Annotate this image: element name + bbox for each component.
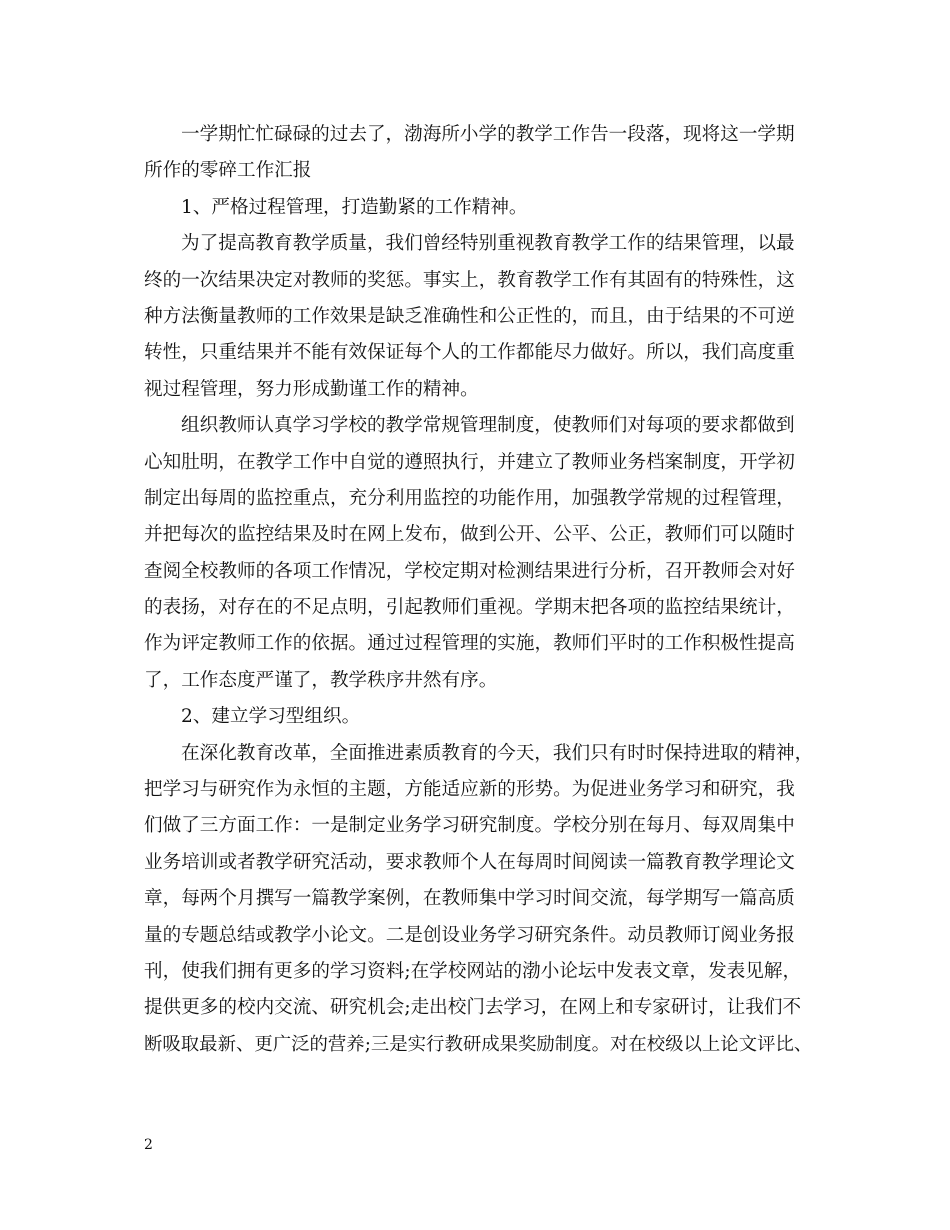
text-line: 的表扬，对存在的不足点明，引起教师们重视。学期末把各项的监控结果统计， [144,597,795,619]
text-line: 作为评定教师工作的依据。通过过程管理的实施，教师们平时的工作积极性提高 [144,633,795,655]
page-number: 2 [144,1137,153,1153]
text-line: 提供更多的校内交流、研究机会;走出校门去学习，在网上和专家研讨，让我们不 [144,997,802,1019]
text-line: 为了提高教育教学质量，我们曾经特别重视教育教学工作的结果管理，以最 [181,233,795,255]
text-line: 视过程管理，努力形成勤谨工作的精神。 [144,378,479,400]
text-line: 断吸取最新、更广泛的营养;三是实行教研成果奖励制度。对在校级以上论文评比、 [144,1033,813,1055]
text-line: 量的专题总结或教学小论文。二是创设业务学习研究条件。动员教师订阅业务报 [144,924,795,946]
text-line: 制定出每周的监控重点，充分利用监控的功能作用，加强教学常规的过程管理， [144,487,795,509]
text-line: 种方法衡量教师的工作效果是缺乏准确性和公正性的，而且，由于结果的不可逆 [144,305,795,327]
text-line: 转性，只重结果并不能有效保证每个人的工作都能尽力做好。所以，我们高度重 [144,342,795,364]
text-line: 一学期忙忙碌碌的过去了，渤海所小学的教学工作告一段落，现将这一学期 [181,124,795,145]
text-line: 所作的零碎工作汇报 [144,160,312,182]
text-line: 在深化教育改革，全面推进素质教育的今天，我们只有时时保持进取的精神， [181,742,814,764]
text-line: 把学习与研究作为永恒的主题，方能适应新的形势。为促进业务学习和研究，我 [144,779,795,801]
text-line: 组织教师认真学习学校的教学常规管理制度，使教师们对每项的要求都做到 [181,415,795,437]
text-line: 章，每两个月撰写一篇教学案例，在教师集中学习时间交流，每学期写一篇高质 [144,888,795,910]
text-line: 终的一次结果决定对教师的奖惩。事实上，教育教学工作有其固有的特殊性，这 [144,269,795,291]
text-line: 并把每次的监控结果及时在网上发布，做到公开、公平、公正，教师们可以随时 [144,524,795,546]
text-line: 了，工作态度严谨了，教学秩序井然有序。 [144,669,498,691]
text-line: 心知肚明，在教学工作中自觉的遵照执行，并建立了教师业务档案制度，开学初 [144,451,795,473]
text-line: 们做了三方面工作：一是制定业务学习研究制度。学校分别在每月、每双周集中 [144,815,795,837]
text-line: 1、严格过程管理，打造勤紧的工作精神。 [181,196,528,218]
text-line: 查阅全校教师的各项工作情况，学校定期对检测结果进行分析，召开教师会对好 [144,560,795,582]
text-line: 2、建立学习型组织。 [181,706,361,728]
text-line: 刊，使我们拥有更多的学习资料;在学校网站的渤小论坛中发表文章，发表见解， [144,960,802,982]
document-body [144,117,814,1063]
text-line: 业务培训或者教学研究活动，要求教师个人在每周时间阅读一篇教育教学理论文 [144,851,795,873]
